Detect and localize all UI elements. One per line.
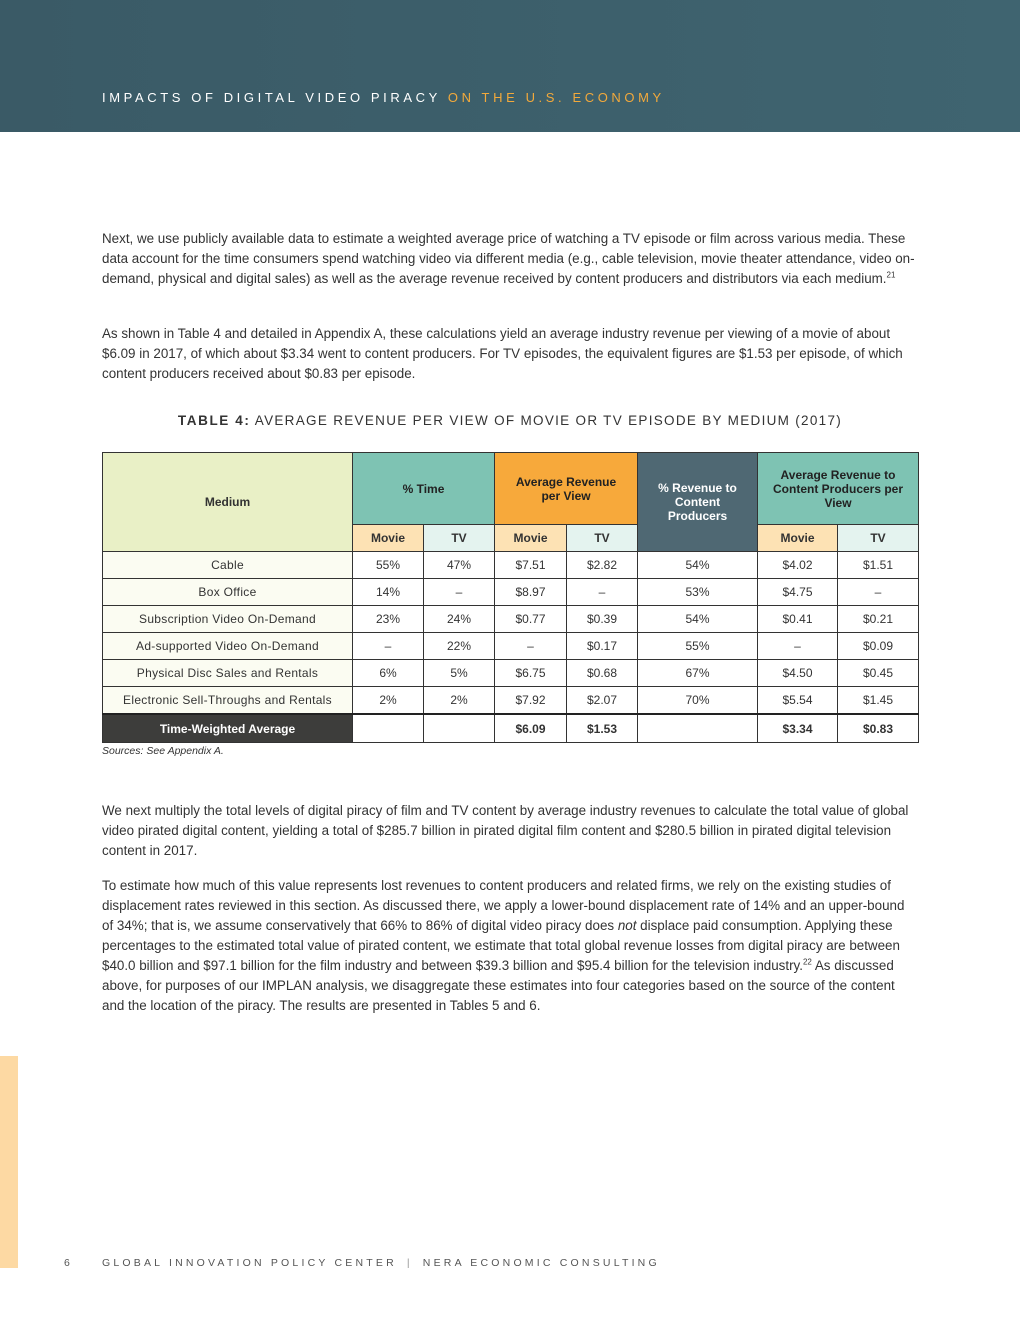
row-label: Cable [103, 552, 353, 579]
table-row [103, 579, 919, 606]
paragraph-piracy-value [102, 801, 918, 861]
subheader-prod-tv: TV [838, 525, 919, 552]
row-label: Box Office [103, 579, 353, 606]
subheader-time-movie: Movie [353, 525, 424, 552]
cell-time-movie: 6% [353, 660, 424, 687]
table-row [103, 633, 919, 660]
row-label: Physical Disc Sales and Rentals [103, 660, 353, 687]
cell-pct-rev: 70% [638, 687, 758, 715]
cell-empty [638, 714, 758, 743]
row-label: Ad-supported Video On-Demand [103, 633, 353, 660]
cell-rev-movie: $7.92 [495, 687, 567, 715]
cell-prod-movie: $0.41 [758, 606, 838, 633]
paragraph-table-summary [102, 324, 918, 384]
cell-prod-movie: $4.50 [758, 660, 838, 687]
table-caption-label: TABLE 4: [177, 413, 251, 428]
avg-prod-movie: $3.34 [758, 714, 838, 743]
table-row [103, 606, 919, 633]
cell-time-movie: 14% [353, 579, 424, 606]
cell-time-tv: 2% [424, 687, 495, 715]
avg-rev-tv: $1.53 [567, 714, 638, 743]
subheader-rev-movie: Movie [495, 525, 567, 552]
header-title [102, 90, 665, 105]
cell-pct-rev: 67% [638, 660, 758, 687]
footer-left-text: GLOBAL INNOVATION POLICY CENTER [102, 1257, 397, 1269]
cell-rev-tv: $0.68 [567, 660, 638, 687]
table-row [103, 660, 919, 687]
footnote-ref-21[interactable]: 21 [886, 270, 896, 280]
cell-time-movie: 23% [353, 606, 424, 633]
cell-rev-movie: $6.75 [495, 660, 567, 687]
table-caption [102, 413, 918, 428]
table-row [103, 687, 919, 715]
paragraph-intro [102, 229, 918, 289]
cell-time-movie: – [353, 633, 424, 660]
cell-pct-rev: 54% [638, 606, 758, 633]
paragraph-losses-part1: To estimate how much of this value represents lost revenues to content producers and related firms, we rely on the existing studies of displacement rates reviewed in this section. As discussed there, we apply a lower-bound displacement rate of 14% and an upper-bound of 34%; that is, we assume conservatively that 66% to 86% of digital video piracy does [102, 878, 905, 933]
cell-pct-rev: 55% [638, 633, 758, 660]
cell-pct-rev: 53% [638, 579, 758, 606]
cell-prod-tv: $1.51 [838, 552, 919, 579]
paragraph-losses-part3: As discussed above, for purposes of our IMPLAN analysis, we disaggregate these estimates into four categories based on the source of the content and the location of the piracy. The results are presented in Tables 5 and 6. [102, 958, 895, 1013]
cell-empty [424, 714, 495, 743]
cell-rev-tv: $2.82 [567, 552, 638, 579]
header-avg-revenue-producers: Average Revenue to Content Producers per View [758, 453, 919, 525]
cell-rev-tv: $2.07 [567, 687, 638, 715]
average-label: Time-Weighted Average [103, 714, 353, 743]
cell-time-tv: 24% [424, 606, 495, 633]
cell-time-tv: 47% [424, 552, 495, 579]
cell-rev-movie: – [495, 633, 567, 660]
cell-time-tv: – [424, 579, 495, 606]
subheader-time-tv: TV [424, 525, 495, 552]
footer-separator: | [406, 1257, 413, 1269]
header-pct-revenue: % Revenue to Content Producers [638, 453, 758, 552]
header-medium: Medium [103, 453, 353, 552]
cell-rev-movie: $8.97 [495, 579, 567, 606]
table-row [103, 552, 919, 579]
table-sources: Sources: See Appendix A. [102, 745, 224, 757]
cell-empty [353, 714, 424, 743]
header-title-main: IMPACTS OF DIGITAL VIDEO PIRACY [102, 90, 441, 105]
cell-pct-rev: 54% [638, 552, 758, 579]
row-label: Subscription Video On-Demand [103, 606, 353, 633]
cell-prod-tv: $0.45 [838, 660, 919, 687]
avg-rev-movie: $6.09 [495, 714, 567, 743]
cell-prod-tv: $1.45 [838, 687, 919, 715]
paragraph-losses-part2: displace paid consumption. Applying these percentages to the estimated total value of pirated content, we estimate that total global revenue losses from digital piracy are between $40.0 billion and $97.1 billion for the film industry and between $39.3 billion and $95.4 billion for the television industry. [102, 918, 900, 973]
cell-rev-tv: $0.17 [567, 633, 638, 660]
footer-text [102, 1257, 660, 1269]
avg-prod-tv: $0.83 [838, 714, 919, 743]
cell-time-movie: 2% [353, 687, 424, 715]
cell-prod-movie: – [758, 633, 838, 660]
cell-rev-tv: $0.39 [567, 606, 638, 633]
cell-rev-movie: $0.77 [495, 606, 567, 633]
revenue-table [102, 452, 919, 743]
paragraph-revenue-losses [102, 876, 918, 1016]
cell-prod-movie: $4.02 [758, 552, 838, 579]
subheader-prod-movie: Movie [758, 525, 838, 552]
cell-time-movie: 55% [353, 552, 424, 579]
cell-rev-tv: – [567, 579, 638, 606]
cell-time-tv: 22% [424, 633, 495, 660]
table-row-average [103, 714, 919, 743]
header-title-accent: ON THE U.S. ECONOMY [447, 90, 665, 105]
cell-prod-tv: – [838, 579, 919, 606]
cell-time-tv: 5% [424, 660, 495, 687]
side-accent-bar [0, 1056, 18, 1268]
header-pct-time: % Time [353, 453, 495, 525]
paragraph-piracy-value-text: We next multiply the total levels of digital piracy of film and TV content by average industry revenues to calculate the total value of global video pirated digital content, yielding a total of $285.7 billion in pirated digital film content and $280.5 billion in pirated digital television content in 2017. [102, 803, 909, 858]
page-header [0, 0, 1020, 132]
footnote-ref-22[interactable]: 22 [802, 957, 812, 967]
paragraph-losses-emphasis: not [617, 918, 637, 933]
cell-prod-movie: $5.54 [758, 687, 838, 715]
paragraph-table-summary-text: As shown in Table 4 and detailed in Appendix A, these calculations yield an average industry revenue per viewing of a movie of about $6.09 in 2017, of which about $3.34 went to content producers. For TV episodes, the equivalent figures are $1.53 per episode, of which content producers received about $0.83 per episode. [102, 326, 903, 381]
header-avg-revenue: Average Revenue per View [495, 453, 638, 525]
paragraph-intro-text: Next, we use publicly available data to estimate a weighted average price of watching a TV episode or film across various media. These data account for the time consumers spend watching video via different media (e.g., cable television, movie theater attendance, video on-demand, physical and digital sales) as well as the average revenue received by content producers and distributors via each medium. [102, 231, 915, 286]
cell-prod-movie: $4.75 [758, 579, 838, 606]
table-caption-title: AVERAGE REVENUE PER VIEW OF MOVIE OR TV EPISODE BY MEDIUM (2017) [250, 413, 843, 428]
page-number: 6 [64, 1257, 70, 1269]
cell-rev-movie: $7.51 [495, 552, 567, 579]
cell-prod-tv: $0.21 [838, 606, 919, 633]
row-label: Electronic Sell-Throughs and Rentals [103, 687, 353, 715]
footer-right-text: NERA ECONOMIC CONSULTING [422, 1257, 660, 1269]
cell-prod-tv: $0.09 [838, 633, 919, 660]
subheader-rev-tv: TV [567, 525, 638, 552]
